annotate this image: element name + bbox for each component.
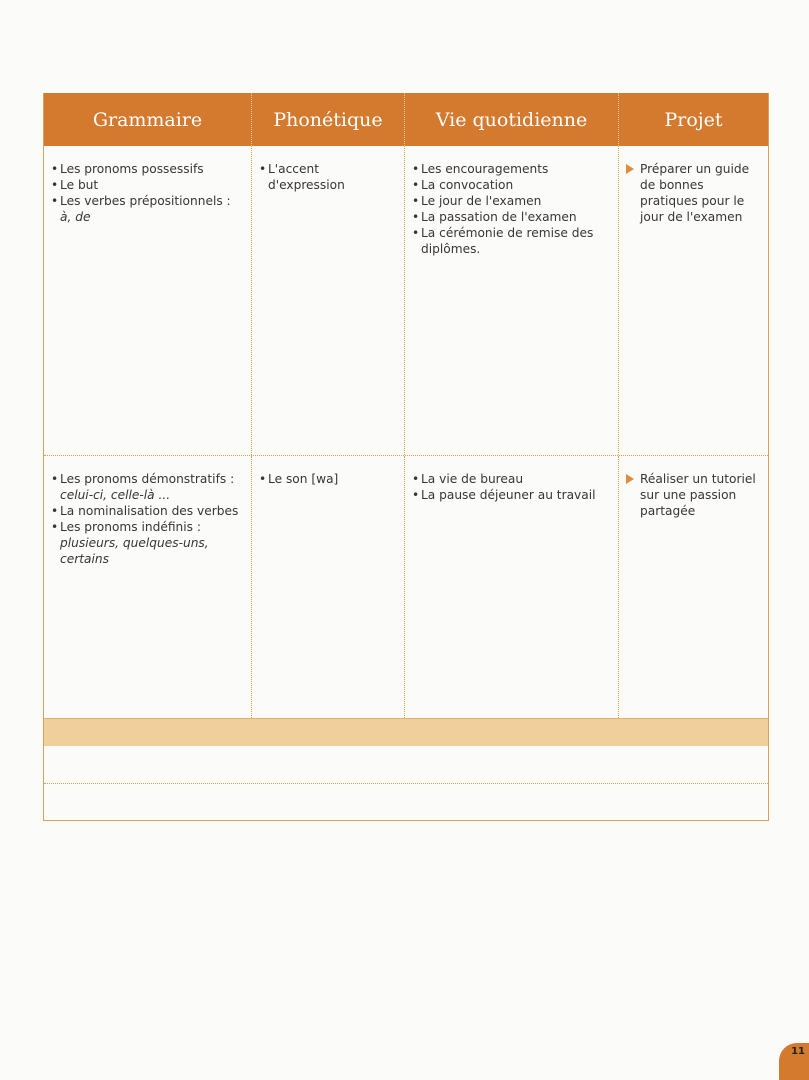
list-item: • Les encouragements [412,161,612,177]
list-item [51,471,245,503]
item-italic: celui-ci, celle-là ... [60,488,171,502]
table-row [44,456,768,718]
list-item: • Le jour de l'examen [412,193,612,209]
list-item: • La nominalisation des verbes [51,503,245,519]
item-text: Les pronoms indéfinis : [60,520,201,534]
empty-row [44,784,768,820]
cell-phonetique [252,456,405,718]
header-vie-quotidienne: Vie quotidienne [405,93,619,146]
cell-grammaire [44,456,252,718]
projet-item: Préparer un guide de bonnes pratiques pour le jour de l'examen [626,161,762,225]
list-item: • Le but [51,177,245,193]
list-item: • Le son [wa] [259,471,398,487]
page-number: 11 [791,1046,805,1057]
program-table [43,93,769,821]
list-item [51,519,245,567]
cell-projet [619,456,768,718]
item-text: Les verbes prépositionnels : [60,194,231,208]
section-band [44,718,768,746]
cell-projet [619,146,768,455]
list-item: • La vie de bureau [412,471,612,487]
cell-grammaire [44,146,252,455]
list-item: • La passation de l'examen [412,209,612,225]
cell-vie-quotidienne [405,456,619,718]
header-projet: Projet [664,108,723,131]
header-phonetique: Phonétique [252,93,405,146]
table-row [44,146,768,456]
empty-row [44,746,768,784]
cell-vie-quotidienne [405,146,619,455]
item-italic: à, de [60,210,91,224]
list-item: • La convocation [412,177,612,193]
header-grammaire: Grammaire [44,93,252,146]
list-item: • Les pronoms possessifs [51,161,245,177]
projet-item: Réaliser un tutoriel sur une passion partagée [626,471,762,519]
list-item: • La cérémonie de remise des diplômes. [412,225,612,257]
list-item [51,193,245,225]
cell-phonetique [252,146,405,455]
list-item: • L'accent d'expression [259,161,398,193]
item-text: Les pronoms démonstratifs : [60,472,235,486]
item-italic: plusieurs, quelques-uns, certains [60,536,209,566]
list-item: • La pause déjeuner au travail [412,487,612,503]
table-header [44,93,768,146]
